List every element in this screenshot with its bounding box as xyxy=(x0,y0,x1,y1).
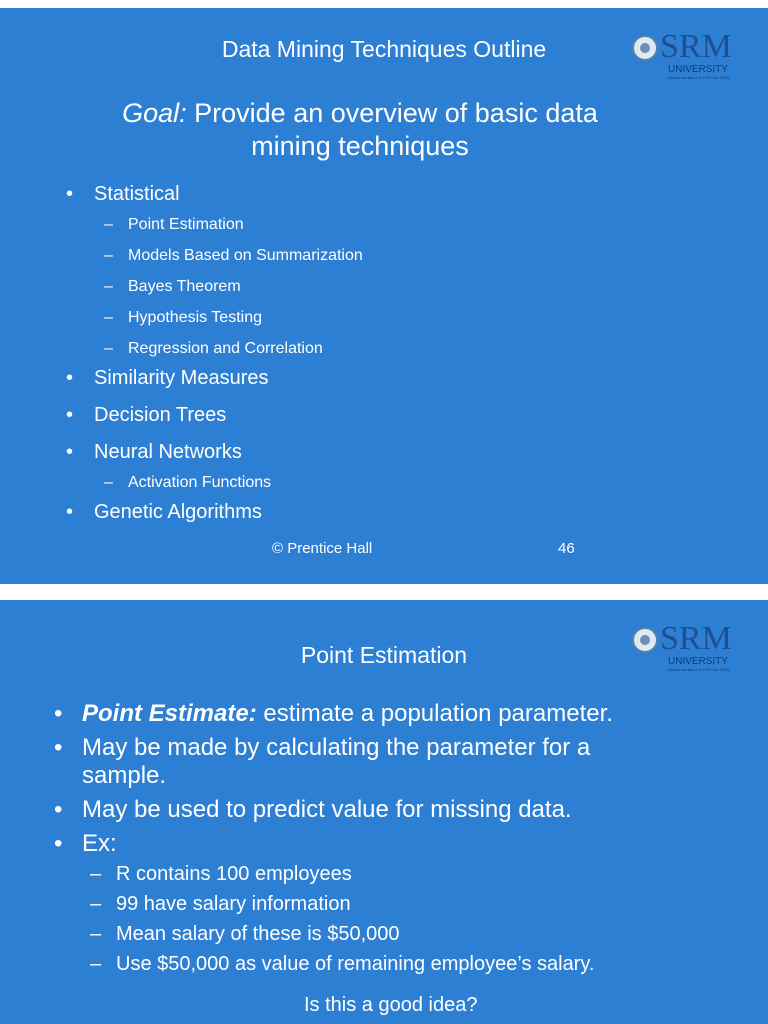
goal-label: Goal: xyxy=(122,98,187,128)
logo-name: SRM xyxy=(660,620,732,657)
sub-list-item: – Models Based on Summarization xyxy=(94,246,363,266)
bullet-text: Statistical xyxy=(94,183,180,205)
logo-subtitle: UNIVERSITY xyxy=(668,656,729,667)
technique-list xyxy=(94,182,363,537)
example-item: – R contains 100 employees xyxy=(82,862,613,886)
bullet-text: Decision Trees xyxy=(94,404,227,426)
list-item xyxy=(82,830,613,976)
bullet-text: Neural Networks xyxy=(94,441,242,463)
list-item xyxy=(82,734,613,790)
logo-tagline: (Under section 3 of UGC Act 1956) xyxy=(668,75,730,80)
logo-tagline: (Under section 3 of UGC Act 1956) xyxy=(668,667,730,672)
seal-icon xyxy=(632,35,658,61)
example-item: – Use $50,000 as value of remaining employee’s salary. xyxy=(82,952,613,976)
logo-subtitle: UNIVERSITY xyxy=(668,64,729,75)
bullet-text: May be used to predict value for missing data. xyxy=(82,796,572,823)
slide-title: Data Mining Techniques Outline xyxy=(221,36,547,62)
goal-line-2: mining techniques xyxy=(251,131,469,161)
list-item xyxy=(94,182,363,359)
bullet-text: sample. xyxy=(82,762,167,789)
question-text: Is this a good idea? xyxy=(304,994,478,1016)
srm-logo xyxy=(630,622,746,684)
logo-name: SRM xyxy=(660,28,732,65)
bullet-text: • May be made by calculating the parameter for a xyxy=(82,734,591,761)
bullet-text: Ex: xyxy=(82,830,117,857)
footer-copyright: © Prentice Hall xyxy=(272,540,373,557)
srm-logo xyxy=(630,30,746,92)
example-item: – Mean salary of these is $50,000 xyxy=(82,922,613,946)
sub-list-item: – Bayes Theorem xyxy=(94,277,363,297)
slide-title: Point Estimation xyxy=(300,642,468,668)
list-item xyxy=(94,440,363,493)
bullet-text: Genetic Algorithms xyxy=(94,501,262,523)
list-item xyxy=(94,403,363,427)
example-item: – 99 have salary information xyxy=(82,892,613,916)
sub-list xyxy=(94,473,363,493)
seal-icon xyxy=(632,627,658,653)
page-number: 46 xyxy=(558,540,575,557)
term-point-estimate: Point Estimate: xyxy=(82,700,257,727)
sub-list-item: – Hypothesis Testing xyxy=(94,308,363,328)
sub-list-item: – Regression and Correlation xyxy=(94,339,363,359)
bullet-text: estimate a population parameter. xyxy=(256,700,613,727)
list-item xyxy=(94,366,363,390)
sub-list-item: – Point Estimation xyxy=(94,215,363,235)
sub-list xyxy=(94,215,363,359)
slide-outline xyxy=(0,8,768,584)
list-item xyxy=(94,500,363,524)
list-item xyxy=(82,700,613,728)
slide-point-estimation xyxy=(0,600,768,1024)
point-estimation-list xyxy=(82,700,613,982)
list-item xyxy=(82,796,613,824)
example-list xyxy=(82,862,613,976)
goal-line-1: Provide an overview of basic data xyxy=(194,98,598,128)
sub-list-item: – Activation Functions xyxy=(94,473,363,493)
bullet-text: Similarity Measures xyxy=(94,367,269,389)
goal-statement xyxy=(60,97,660,163)
